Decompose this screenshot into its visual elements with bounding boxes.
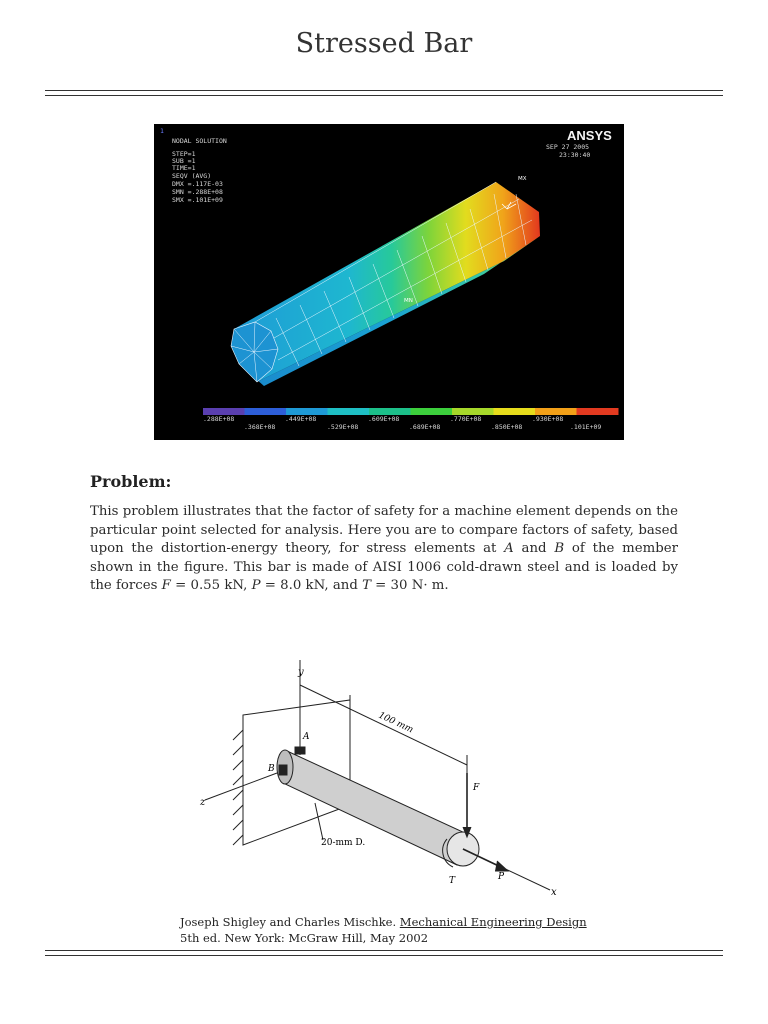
point-a-symbol: A [504, 541, 514, 556]
citation-publication: 5th ed. New York: McGraw Hill, May 2002 [180, 931, 429, 945]
point-b-label: B [268, 764, 275, 774]
legend-label: .609E+08 [368, 415, 400, 423]
ansys-logo: ANSYS [567, 128, 612, 143]
legend-label: .449E+08 [285, 415, 317, 423]
problem-text: = 8.0 kN, and [260, 578, 363, 593]
element-b-marker [279, 765, 287, 775]
page-title: Stressed Bar [295, 28, 473, 59]
max-marker: MX [518, 176, 527, 182]
footer-rule-bottom [45, 955, 723, 956]
citation-book-link[interactable]: Mechanical Engineering Design [399, 915, 587, 929]
footer-rule-top [45, 950, 723, 951]
length-dimension-label: 100 mm [376, 710, 415, 736]
legend-swatch [286, 408, 328, 415]
ansys-plot-svg [154, 124, 624, 440]
legend-swatch [535, 408, 577, 415]
info-line: STEP=1 [172, 150, 196, 158]
problem-text: and [513, 541, 555, 556]
ansys-date: SEP 27 2005 [546, 143, 590, 151]
legend-label: .368E+08 [244, 423, 276, 431]
problem-text: = 30 N· m. [370, 578, 449, 593]
citation-authors: Joseph Shigley and Charles Mischke. [180, 915, 400, 929]
ansys-time: 23:30:40 [559, 151, 591, 159]
point-a-label: A [303, 732, 310, 742]
info-line: NODAL SOLUTION [172, 137, 227, 145]
legend-label: .850E+08 [491, 423, 523, 431]
point-b-symbol: B [554, 541, 565, 556]
info-line: SMN =.288E+08 [172, 188, 223, 196]
torque-t-symbol: T [362, 578, 371, 593]
force-p-symbol: P [251, 578, 261, 593]
legend-swatch [452, 408, 494, 415]
info-line: SMX =.101E+09 [172, 196, 223, 204]
legend-swatch [328, 408, 370, 415]
cantilever-figure [195, 655, 575, 905]
citation [180, 914, 587, 946]
y-axis-label: y [298, 667, 304, 678]
problem-text: This problem illustrates that the factor of safety for a machine element depends on the particular point selected for analysis. Here you are to compare factors of safety, based upon the distortion-energy theory, for stress elements at [90, 504, 678, 556]
legend-labels-top [203, 415, 563, 423]
ansys-info-block [172, 137, 227, 204]
problem-statement [90, 503, 678, 596]
info-line: SUB =1 [172, 157, 196, 165]
legend-labels-bottom [244, 423, 601, 431]
header-rule-top [45, 90, 723, 91]
info-line: TIME=1 [172, 164, 196, 172]
problem-heading: Problem: [90, 472, 172, 491]
header-rule-bottom [45, 95, 723, 96]
info-line: SEQV (AVG) [172, 172, 212, 180]
contour-legend-bar [203, 408, 619, 415]
legend-swatch [245, 408, 287, 415]
legend-label: .529E+08 [327, 423, 359, 431]
corner-index: 1 [160, 127, 164, 135]
force-p-head [495, 861, 508, 871]
legend-label: .930E+08 [532, 415, 564, 423]
info-line: DMX =.117E-03 [172, 180, 223, 188]
legend-label: .101E+09 [570, 423, 602, 431]
legend-swatch [494, 408, 536, 415]
legend-label: .689E+08 [409, 423, 441, 431]
legend-swatch [369, 408, 411, 415]
z-axis-label: z [200, 797, 206, 808]
force-p-label: P [498, 872, 505, 882]
legend-label: .770E+08 [450, 415, 482, 423]
legend-swatch [203, 408, 245, 415]
force-f-label: F [473, 783, 480, 793]
legend-swatch [411, 408, 453, 415]
torque-t-label: T [449, 876, 456, 886]
problem-text: = 0.55 kN, [170, 578, 252, 593]
force-f-symbol: F [161, 578, 171, 593]
cantilever-diagram [195, 655, 575, 905]
min-marker: MN [404, 298, 413, 304]
legend-swatch [577, 408, 619, 415]
diameter-label: 20-mm D. [321, 838, 366, 848]
problem-text: of the member shown in the figure. This bar is made of AISI 1006 cold-drawn steel and is loaded by the forces [90, 541, 678, 593]
legend-label: .288E+08 [203, 415, 235, 423]
ansys-stress-plot [154, 124, 624, 440]
x-axis-label: x [551, 887, 557, 898]
